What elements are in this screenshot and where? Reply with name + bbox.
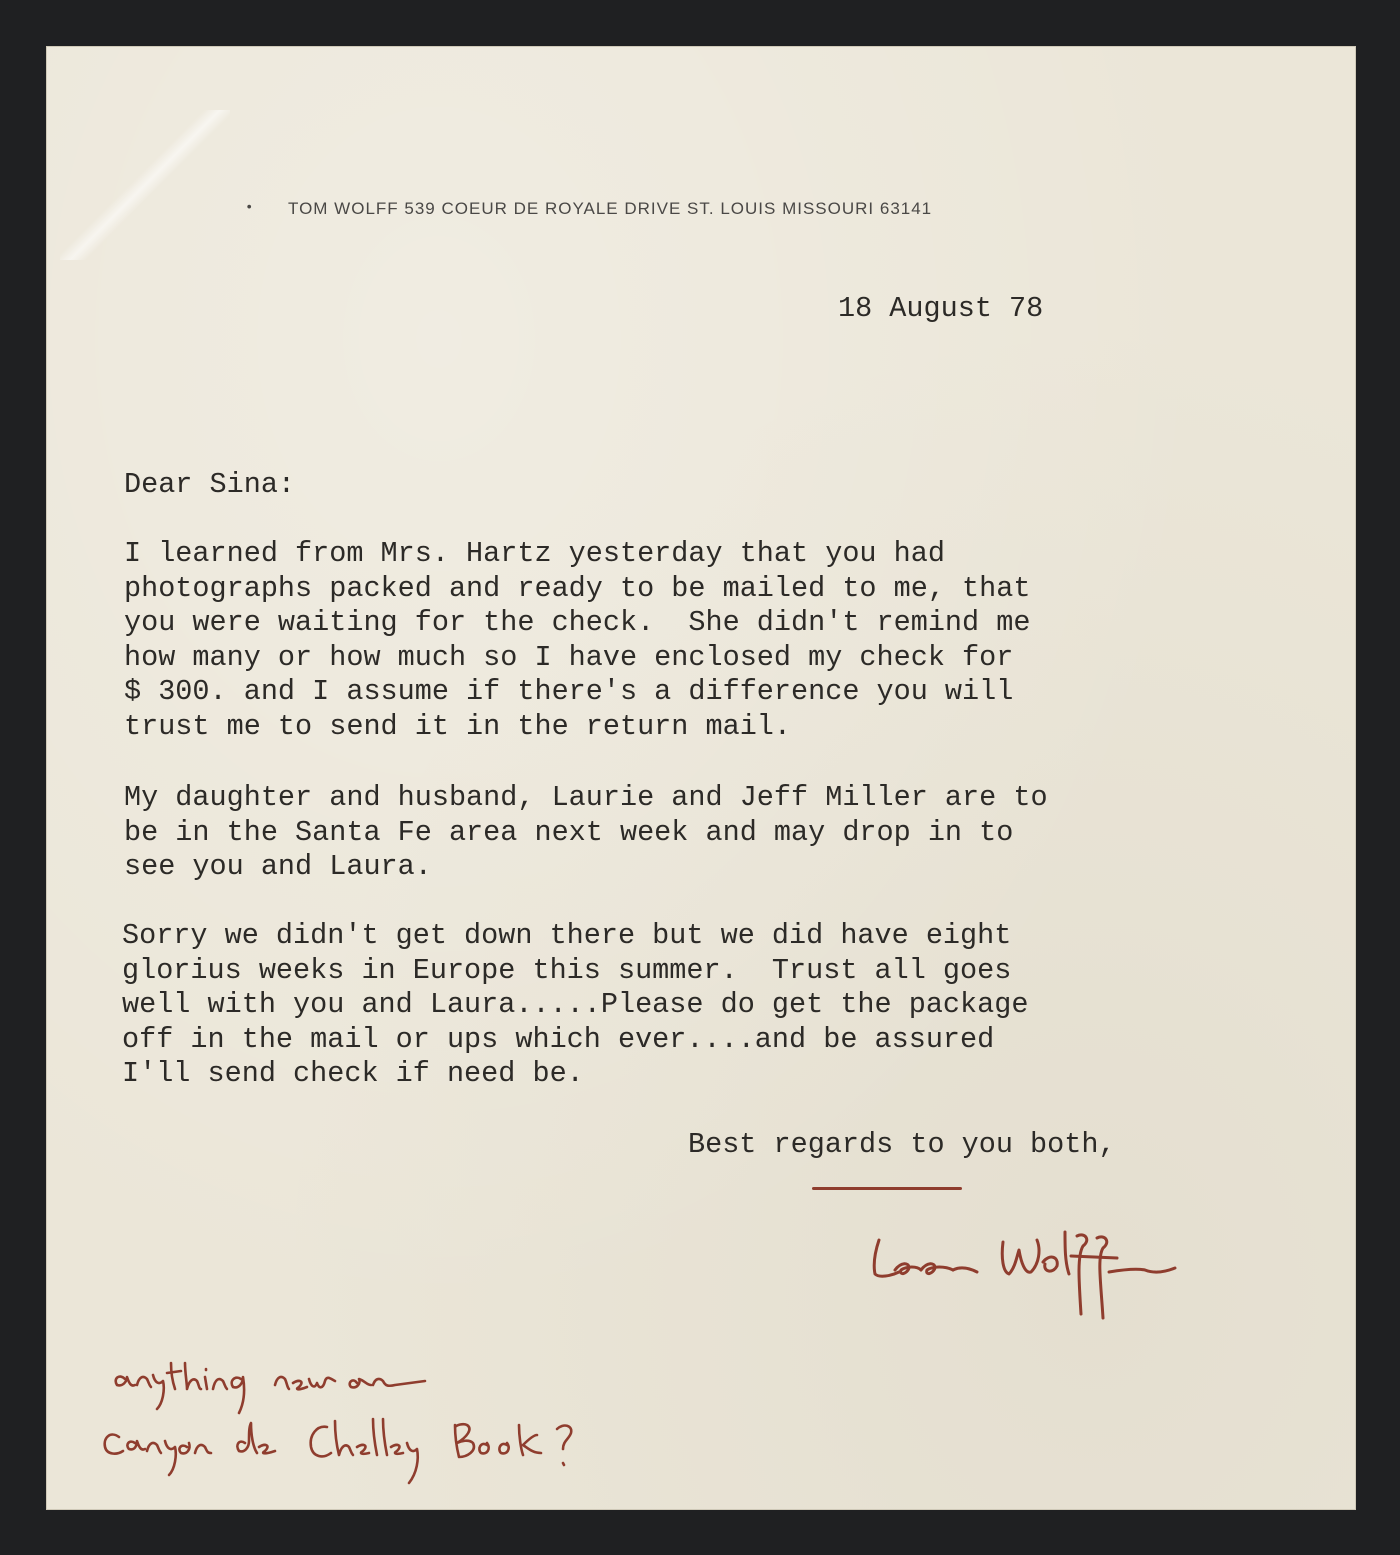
letterhead-address: TOM WOLFF 539 COEUR DE ROYALE DRIVE ST. LOUIS MISSOURI 63141	[288, 199, 933, 218]
handwritten-note	[95, 1355, 595, 1495]
letter-closing: Best regards to you both,	[688, 1128, 1116, 1161]
letter-salutation: Dear Sina:	[124, 468, 296, 501]
letter-date: 18 August 78	[838, 292, 1044, 325]
letter-paragraph-3: Sorry we didn't get down there but we did have eight glorius weeks in Europe this summer. Trust all goes well with you and Laura.....Please do get the package off in the mail or ups which ever....and be assured I'll send check if need be.	[122, 919, 1029, 1091]
letter-paragraph-1: I learned from Mrs. Hartz yesterday that you had photographs packed and ready to be mailed to me, that you were waiting for the check. She didn't remind me how many or how much so I have enclosed my check for $ 300. and I assume if there's a difference you will trust me to send it in the return mail.	[124, 537, 1031, 743]
letter-paragraph-2: My daughter and husband, Laurie and Jeff Miller are to be in the Santa Fe area next week and may drop in to see you and Laura.	[124, 781, 1048, 884]
paper-crease	[60, 110, 230, 260]
letterhead-dot: •	[245, 200, 254, 216]
handwritten-signature	[865, 1222, 1185, 1332]
signature-underline	[812, 1187, 962, 1190]
